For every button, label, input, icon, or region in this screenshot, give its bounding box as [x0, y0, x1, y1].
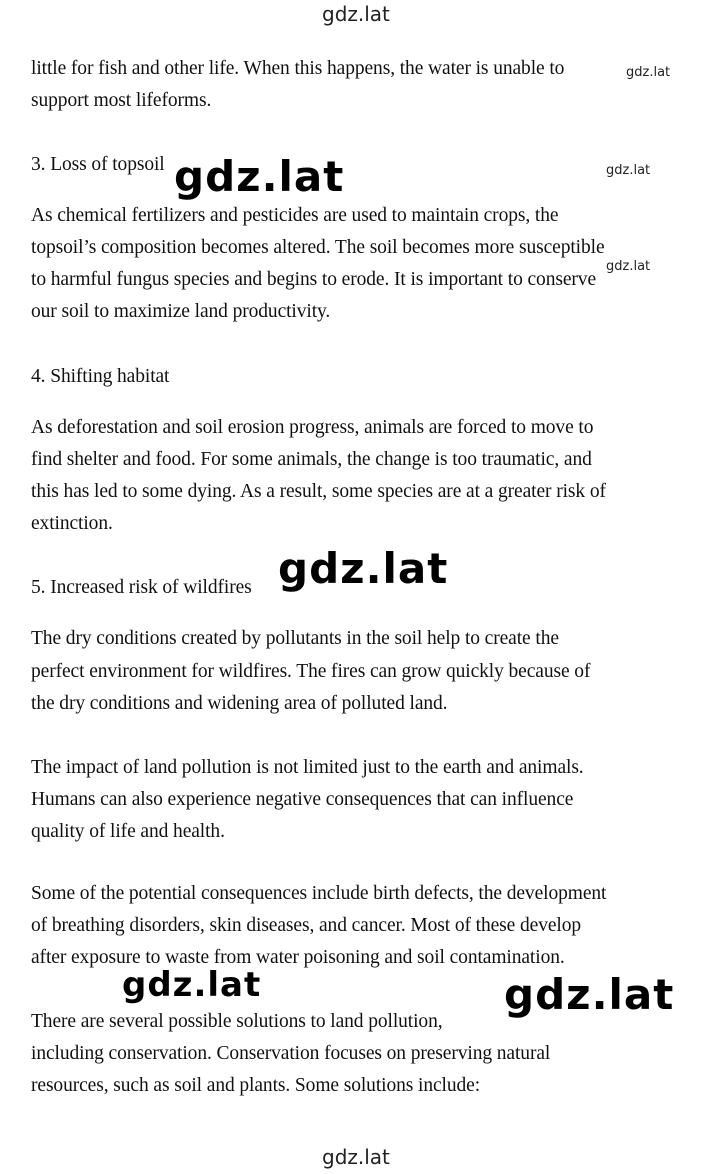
- text-line: the dry conditions and widening area of polluted land.: [31, 693, 448, 714]
- text-line: As deforestation and soil erosion progress, animals are forced to move to: [31, 417, 594, 438]
- text-line: support most lifeforms.: [31, 90, 212, 111]
- text-line: this has led to some dying. As a result, some species are at a greater risk of: [31, 481, 606, 502]
- text-line: The impact of land pollution is not limited just to the earth and animals.: [31, 757, 584, 778]
- text-line: quality of life and health.: [31, 821, 225, 842]
- watermark-small: gdz.lat: [626, 65, 671, 80]
- text-line: little for fish and other life. When this happens, the water is unable to: [31, 58, 565, 79]
- text-line: As chemical fertilizers and pesticides are used to maintain crops, the: [31, 205, 559, 226]
- text-line: Some of the potential consequences include birth defects, the development: [31, 883, 607, 904]
- watermark-large: gdz.lat: [170, 156, 348, 198]
- text-line: of breathing disorders, skin diseases, and cancer. Most of these develop: [31, 915, 582, 936]
- watermark-small: gdz.lat: [606, 163, 651, 178]
- watermark-top: gdz.lat: [322, 2, 390, 26]
- text-line: Humans can also experience negative consequences that can influence: [31, 789, 574, 810]
- text-line: topsoil’s composition becomes altered. The soil becomes more susceptible: [31, 237, 605, 258]
- watermark-large: gdz.lat: [500, 974, 678, 1016]
- text-line: There are several possible solutions to land pollution,: [31, 1011, 443, 1032]
- text-line: resources, such as soil and plants. Some solutions include:: [31, 1075, 481, 1096]
- text-line: The dry conditions created by pollutants in the soil help to create the: [31, 628, 559, 649]
- text-line: our soil to maximize land productivity.: [31, 301, 331, 322]
- text-line: extinction.: [31, 513, 113, 534]
- section-heading-topsoil: 3. Loss of topsoil: [31, 154, 165, 175]
- text-line: find shelter and food. For some animals, the change is too traumatic, and: [31, 449, 592, 470]
- text-line: after exposure to waste from water poisoning and soil contamination.: [31, 947, 565, 968]
- text-line: to harmful fungus species and begins to erode. It is important to conserve: [31, 269, 597, 290]
- text-line: including conservation. Conservation focuses on preserving natural: [31, 1043, 551, 1064]
- watermark-small: gdz.lat: [606, 259, 651, 274]
- watermark-large: gdz.lat: [274, 548, 452, 590]
- watermark-bottom: gdz.lat: [322, 1145, 390, 1169]
- section-heading-wildfires: 5. Increased risk of wildfires: [31, 577, 252, 598]
- text-line: perfect environment for wildfires. The fires can grow quickly because of: [31, 661, 591, 682]
- watermark-medium: gdz.lat: [118, 968, 265, 1002]
- section-heading-habitat: 4. Shifting habitat: [31, 366, 170, 387]
